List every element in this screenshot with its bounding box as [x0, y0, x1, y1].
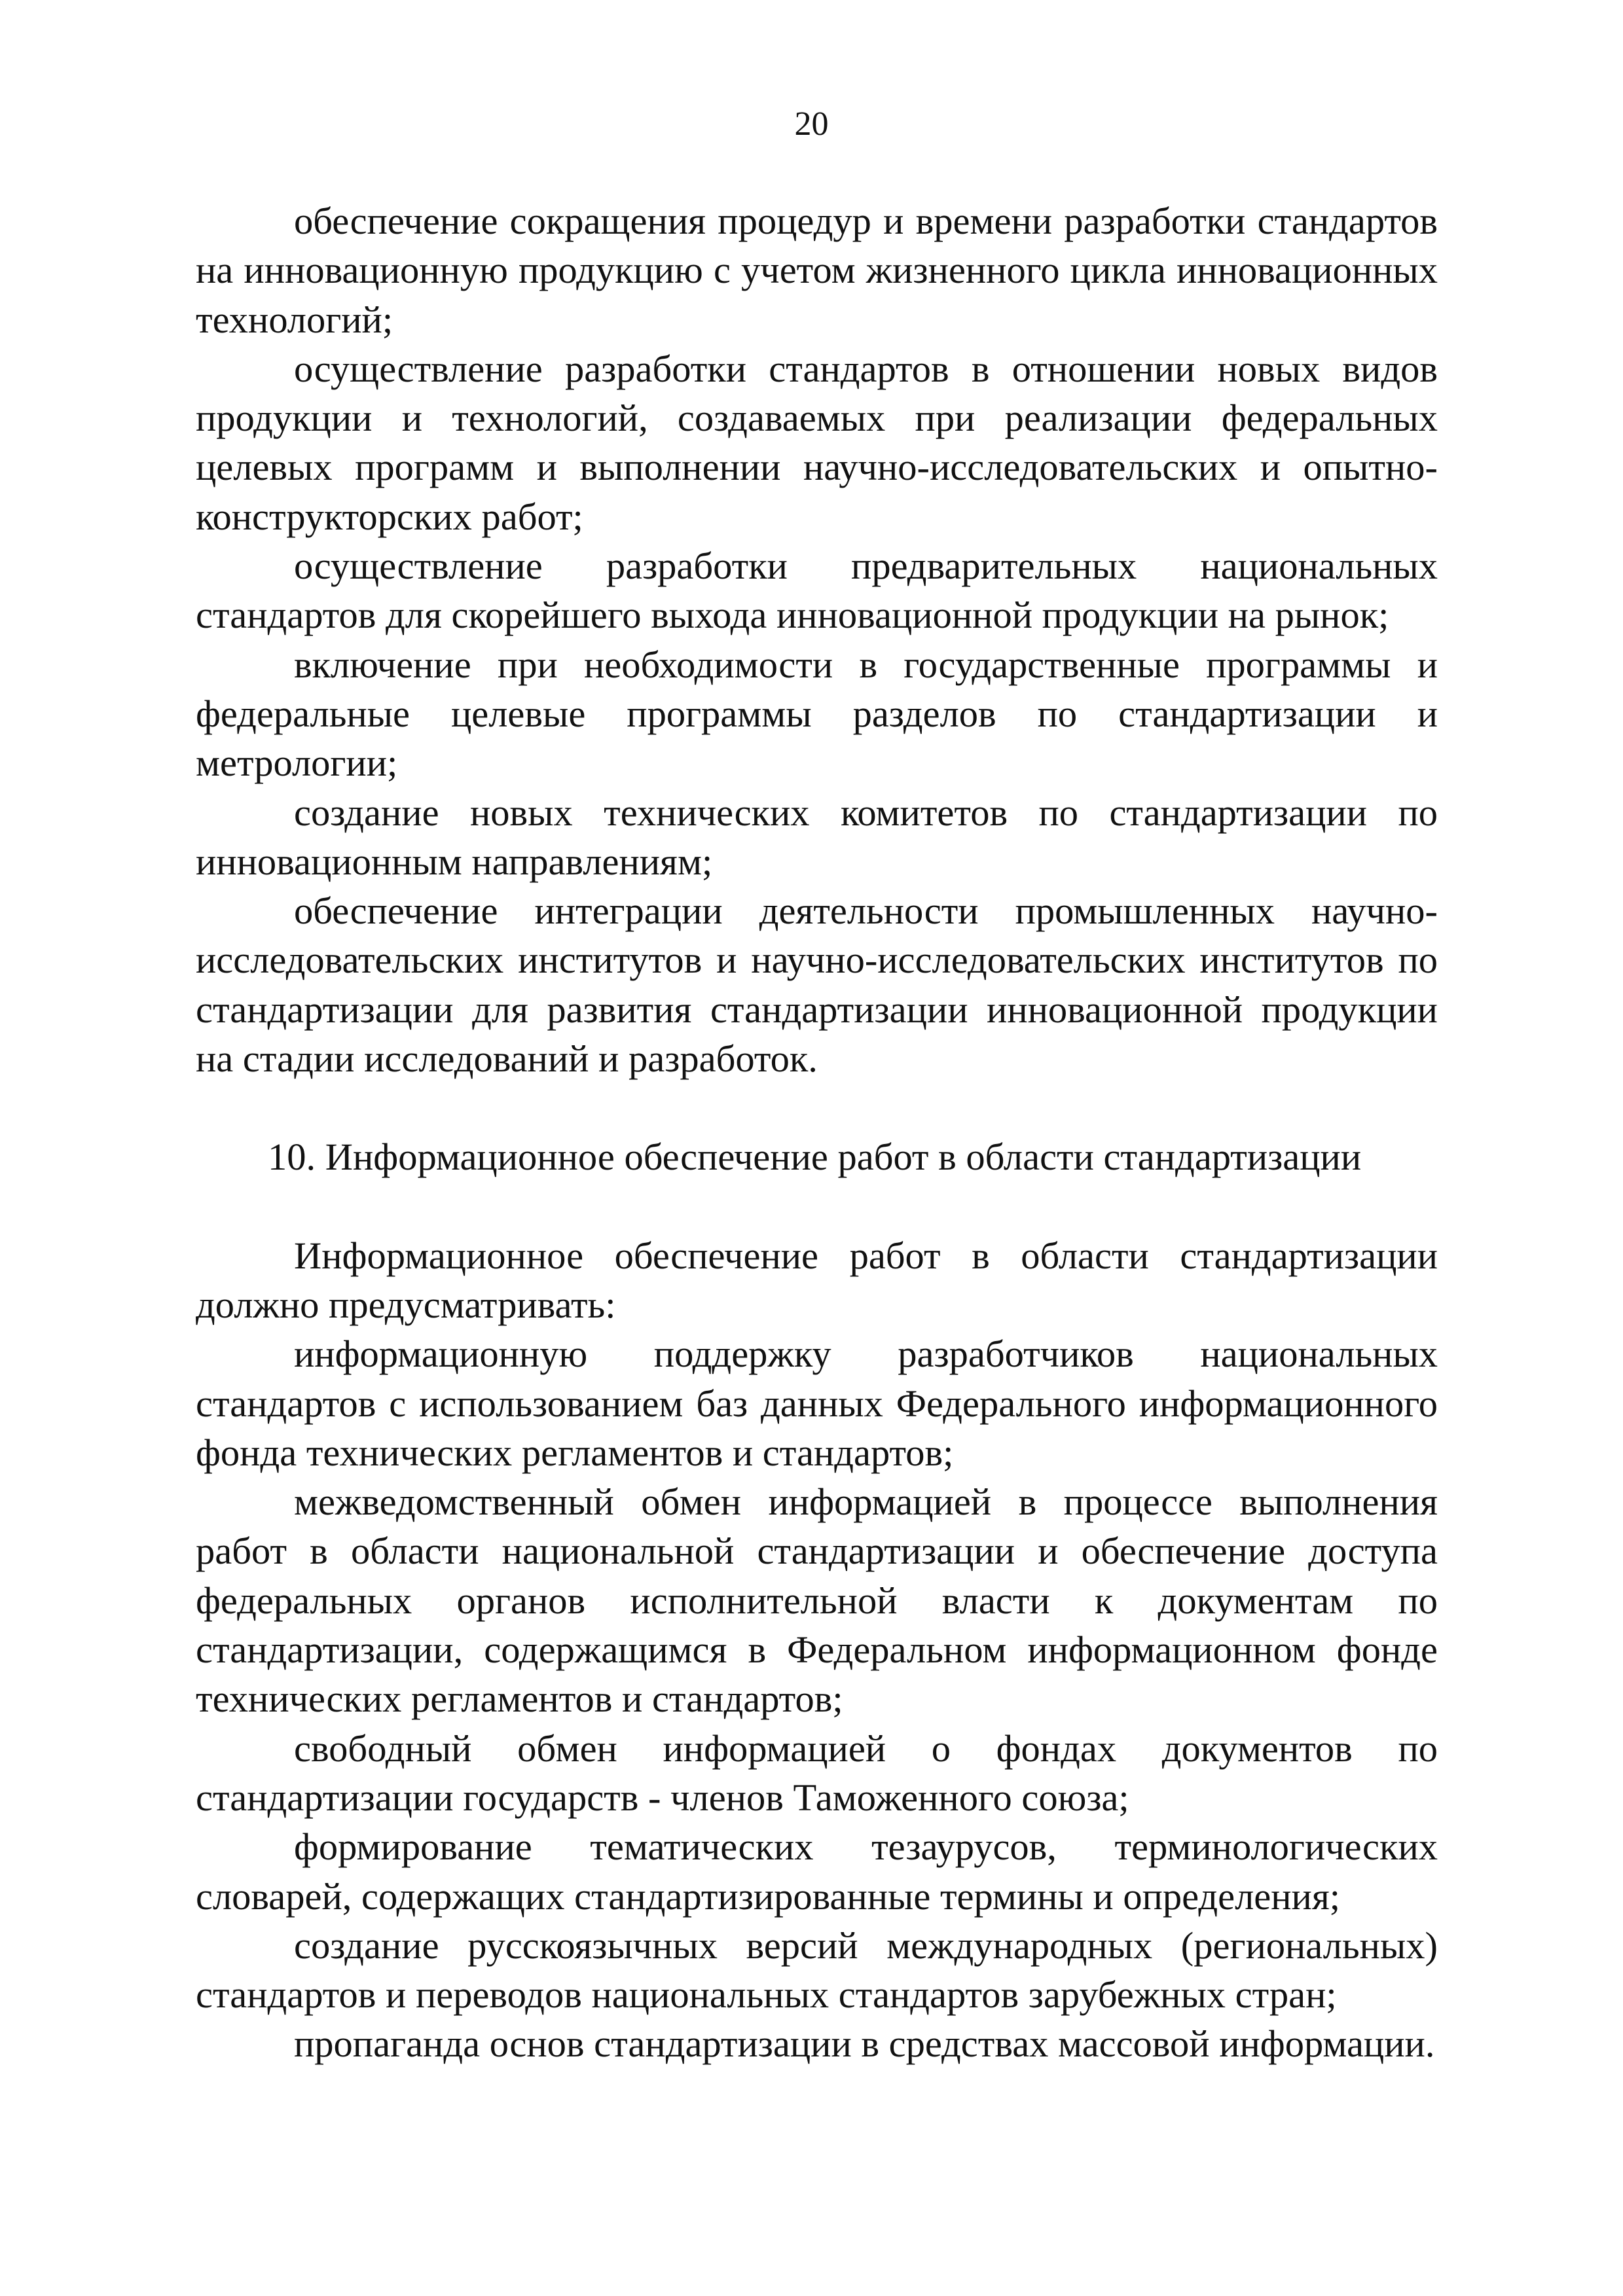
list-item: создание русскоязычных версий международных (региональных) стандартов и переводов национальных стандартов зарубежных стран; [196, 1924, 1438, 2017]
list-item: осуществление разработки стандартов в отношении новых видов продукции и технологий, создаваемых при реализации федеральных целевых программ и выполнении научно-исследовательских и опытно-конструкторских работ; [196, 347, 1438, 538]
section-heading: 10. Информационное обеспечение работ в области стандартизации [268, 1136, 1362, 1179]
list-item: свободный обмен информацией о фондах документов по стандартизации государств - членов Таможенного союза; [196, 1727, 1438, 1819]
list-item: пропаганда основ стандартизации в средствах массовой информации. [294, 2022, 1435, 2066]
list-item: обеспечение сокращения процедур и времени разработки стандартов на инновационную продукцию с учетом жизненного цикла инновационных технологий; [196, 200, 1438, 341]
page-number: 20 [794, 105, 829, 143]
list-item: создание новых технических комитетов по стандартизации по инновационным направлениям; [196, 791, 1438, 883]
section-intro: Информационное обеспечение работ в области стандартизации должно предусматривать: [196, 1234, 1438, 1326]
list-item: формирование тематических тезаурусов, терминологических словарей, содержащих стандартизированные термины и определения; [196, 1825, 1438, 1918]
list-item: информационную поддержку разработчиков национальных стандартов с использованием баз данных Федерального информационного фонда технических регламентов и стандартов; [196, 1333, 1438, 1474]
list-item: включение при необходимости в государственные программы и федеральные целевые программы разделов по стандартизации и метрологии; [196, 643, 1438, 785]
list-item: осуществление разработки предварительных национальных стандартов для скорейшего выхода инновационной продукции на рынок; [196, 545, 1438, 637]
list-item: обеспечение интеграции деятельности промышленных научно-исследовательских институтов и научно-исследовательских институтов по стандартизации для развития стандартизации инновационной продукции на стадии исследований и разработок. [196, 889, 1438, 1081]
list-item: межведомственный обмен информацией в процессе выполнения работ в области национальной стандартизации и обеспечение доступа федеральных органов исполнительной власти к документам по стандартизации, содержащимся в Федеральном информационном фонде технических регламентов и стандартов; [196, 1480, 1438, 1721]
document-body [196, 196, 1438, 2069]
